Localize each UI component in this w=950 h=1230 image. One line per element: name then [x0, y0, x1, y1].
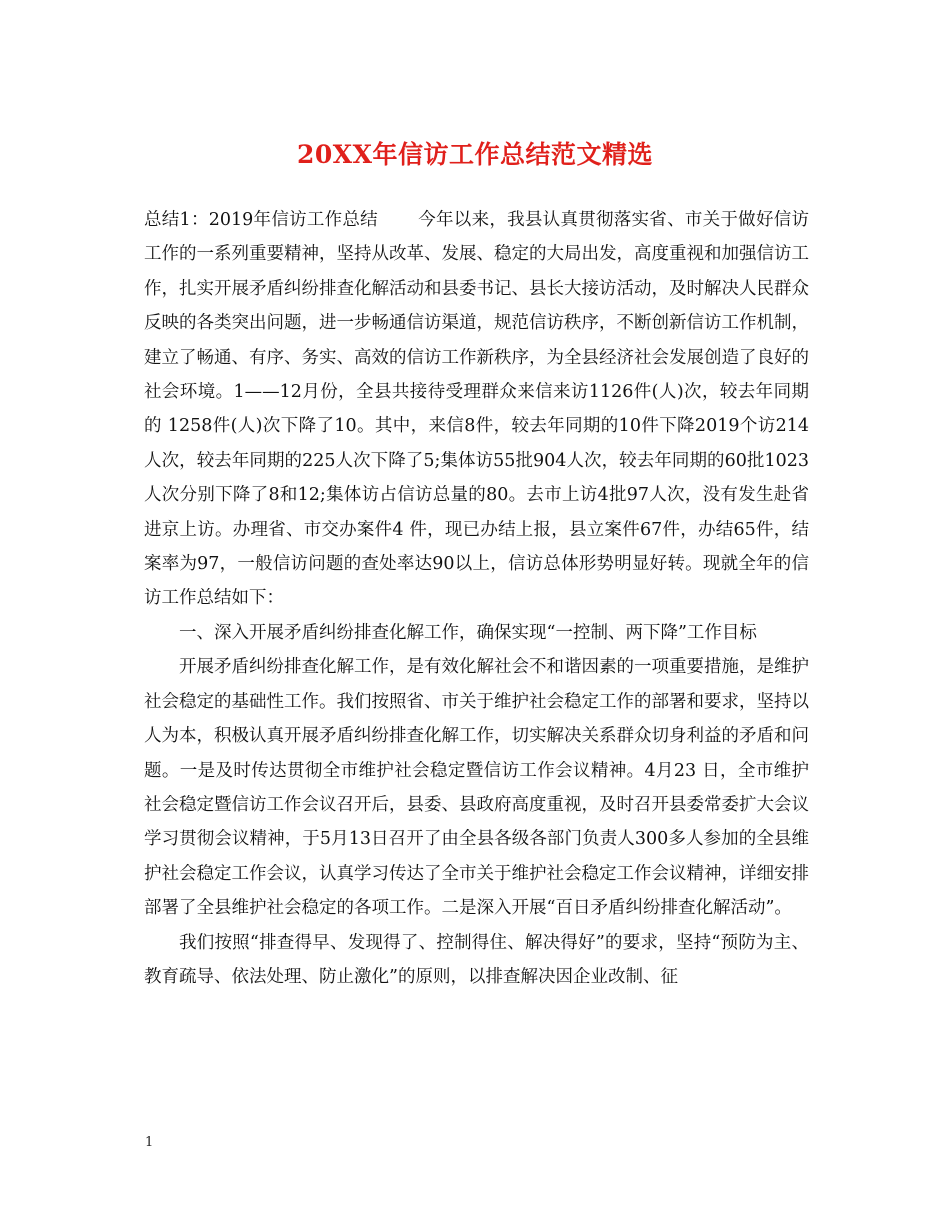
section-heading: 一、深入开展矛盾纠纷排查化解工作，确保实现“一控制、两下降”工作目标 [179, 622, 757, 643]
body-paragraph: 开展矛盾纠纷排查化解工作，是有效化解社会不和谐因素的一项重要措施，是维护社会稳定的基础性工作。我们按照省、市关于维护社会稳定工作的部署和要求，坚持以人为本，积极认真开展矛盾纠纷排查化解工作，切实解决关系群众切身利益的矛盾和问题。一是及时传达贯彻全市维护社会稳定暨信访工作会议精神。4月23 日，全市维护社会稳定暨信访工作会议召开后，县委、县政府高度重视，及时召开县委常委扩大会议学习贯彻会议精神，于5月13日召开了由全县各级各部门负责人300多人参加的全县维护社会稳定工作会议，认真学习传达了全市关于维护社会稳定工作会议精神，详细安排部署了全县维护社会稳定的各项工作。二是深入开展“百日矛盾纠纷排查化解活动”。 [144, 657, 809, 919]
intro-label: 总结1：2019年信访工作总结 [144, 210, 378, 230]
body-paragraph: 我们按照“排查得早、发现得了、控制得住、解决得好”的要求，坚持“预防为主、教育疏导、依法处理、防止激化”的原则，以排查解决因企业改制、征 [144, 932, 809, 987]
document-body [144, 203, 809, 994]
document-title: 20XX年信访工作总结范文精选 [296, 140, 654, 169]
page-number: 1 [145, 1135, 154, 1150]
intro-paragraph [144, 203, 809, 616]
paragraph-text: 今年以来，我县认真贯彻落实省、市关于做好信访工作的一系列重要精神，坚持从改革、发展、稳定的大局出发，高度重视和加强信访工作，扎实开展矛盾纠纷排查化解活动和县委书记、县长大接访活动，及时解决人民群众反映的各类突出问题，进一步畅通信访渠道，规范信访秩序，不断创新信访工作机制，建立了畅通、有序、务实、高效的信访工作新秩序，为全县经济社会发展创造了良好的社会环境。1——12月份，全县共接待受理群众来信来访1126件(人)次，较去年同期的 1258件(人)次下降了10。其中，来信8件，较去年同期的10件下降2019个访214人次，较去年同期的225人次下降了5;集体访55批904人次，较去年同期的60批1023人次分别下降了8和12;集体访占信访总量的80。去市上访4批97人次，没有发生赴省进京上访。办理省、市交办案件4 件，现已办结上报，县立案件67件，办结65件，结案率为97，一般信访问题的查处率达90以上，信访总体形势明显好转。现就全年的信访工作总结如下： [144, 210, 810, 609]
